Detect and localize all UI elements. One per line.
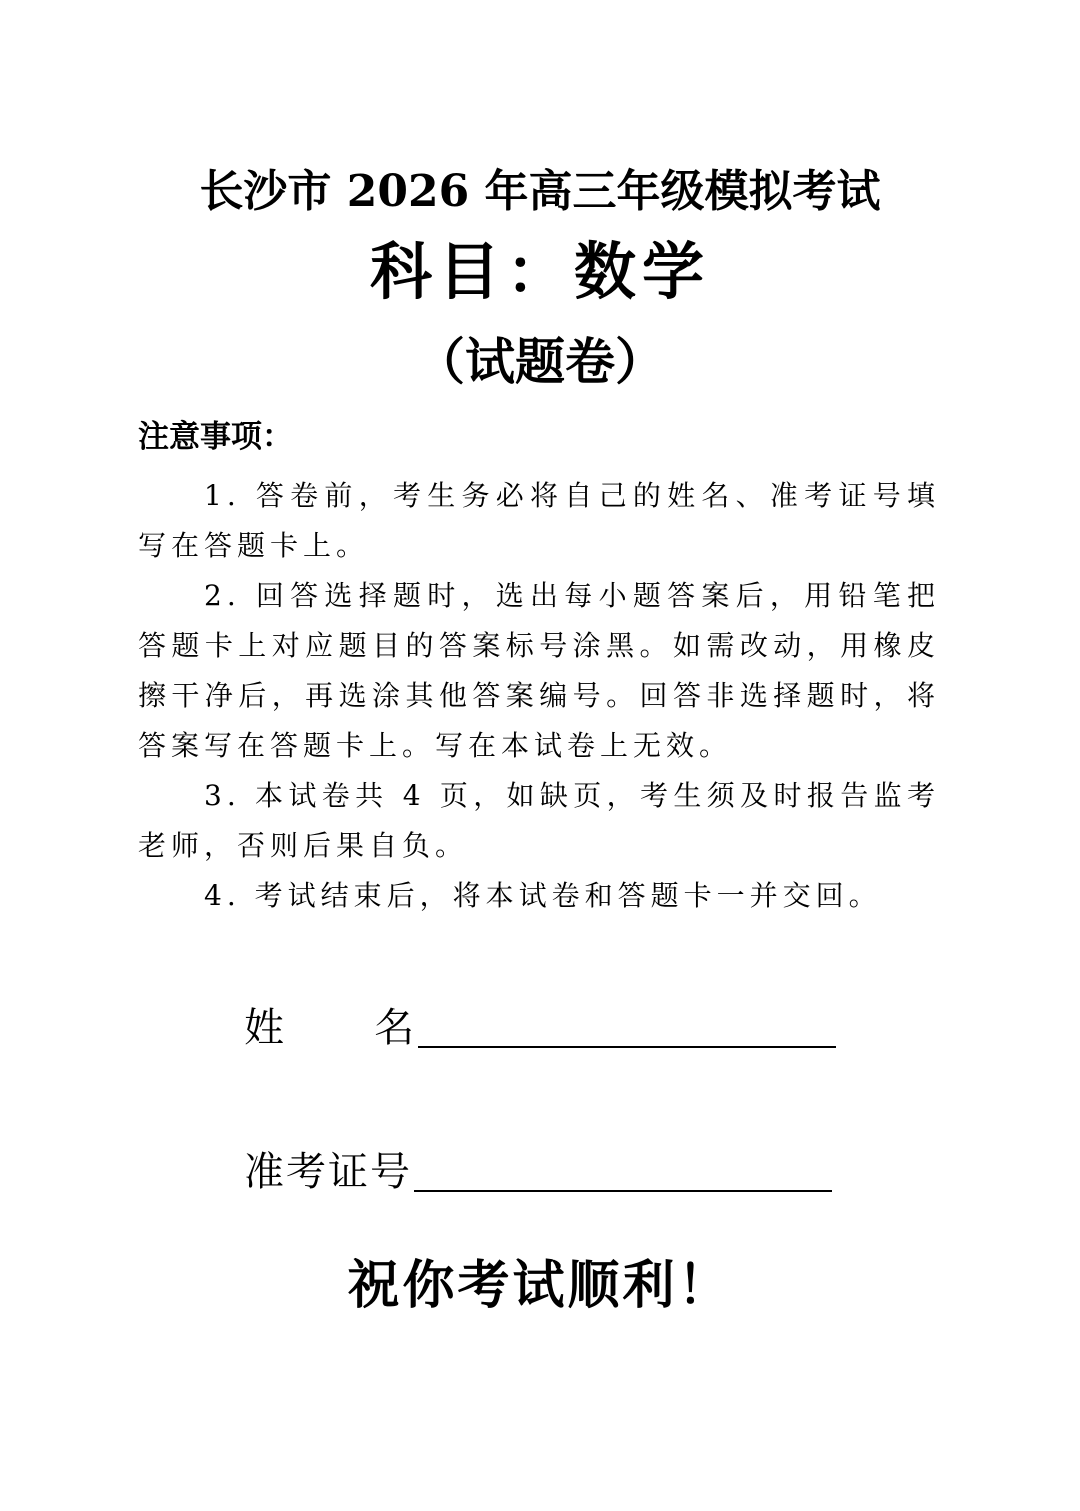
paper-type-label: （试题卷） (415, 333, 665, 391)
name-blank-line (418, 1046, 836, 1048)
blessing-text: 祝你考试顺利！ (347, 1256, 733, 1316)
subject-title: 科目：数学 (369, 235, 710, 308)
name-field-label: 姓 名 (244, 1005, 417, 1051)
notice-list (138, 471, 940, 921)
notice-heading: 注意事项： (138, 419, 293, 455)
name-field (244, 992, 836, 1056)
notice-item-1: 1. 答卷前，考生务必将自己的姓名、准考证号填写在答题卡上。 (138, 479, 940, 562)
exam-id-field (244, 1136, 832, 1200)
notice-item-3: 3. 本试卷共 4 页，如缺页，考生须及时报告监考老师，否则后果自负。 (138, 779, 940, 862)
notice-item-2: 2. 回答选择题时，选出每小题答案后，用铅笔把答题卡上对应题目的答案标号涂黑。如需改动，用橡皮擦干净后，再选涂其他答案编号。回答非选择题时，将答案写在答题卡上。写在本试卷上无效。 (138, 579, 940, 762)
exam-id-blank-line (414, 1190, 832, 1192)
exam-id-field-label: 准考证号 (244, 1149, 412, 1195)
exam-title: 长沙市 2026 年高三年级模拟考试 (199, 166, 881, 217)
notice-item-4: 4. 考试结束后，将本试卷和答题卡一并交回。 (204, 879, 882, 912)
